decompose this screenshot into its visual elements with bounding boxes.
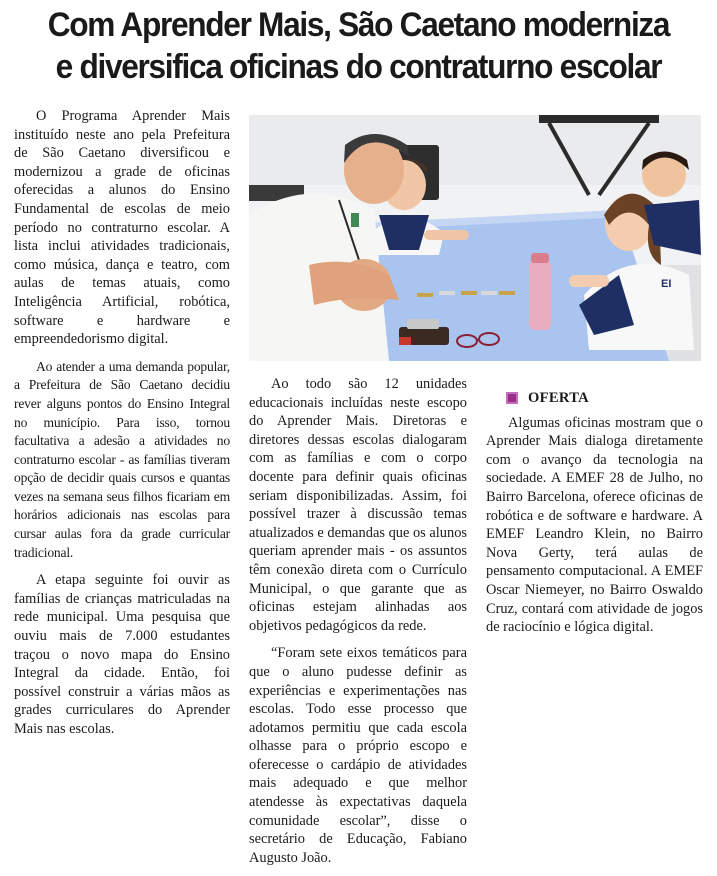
column-1 bbox=[14, 107, 230, 748]
article-paragraph: Ao todo são 12 unidades educacionais incluídas neste escopo do Aprender Mais. Diretoras e diretores dessas escolas dialogaram com as famílias e com o corpo docente para definir quais oficinas seriam disponibilizadas. Assim, foi possível trazer à discussão temas atualizados e demandas que os alunos queriam aprender mais - os assuntos têm conexão direta com o Currículo Municipal, o que garante que as oficinas estejam alinhadas aos objetivos pedagógicos da rede. bbox=[249, 376, 467, 634]
article-paragraph: Algumas oficinas mostram que o Aprender Mais dialoga diretamente com o avanço da tecnologia na sociedade. A EMEF 28 de Julho, no Bairro Barcelona, oferece oficinas de robótica e de software e hardware. A EMEF Leandro Klein, no Bairro Nova Gerty, terá aulas de pensamento computacional. A EMEF Oscar Niemeyer, no Bairro Oswaldo Cruz, contará com atividade de jogos de raciocínio e lógica digital. bbox=[486, 414, 703, 636]
article-photo bbox=[249, 115, 701, 361]
headline-line-2: e diversifica oficinas do contraturno escolar bbox=[55, 48, 662, 86]
section-heading bbox=[506, 389, 703, 408]
photo-classroom-workshop-icon bbox=[249, 115, 701, 361]
headline-line-1: Com Aprender Mais, São Caetano moderniza bbox=[47, 6, 670, 44]
section-title: OFERTA bbox=[528, 390, 590, 406]
article-paragraph: “Foram sete eixos temáticos para que o aluno pudesse definir as experiências e experimentações nas escolas. Todo esse processo que adotamos permitiu que cada escola olhasse para o próprio escopo e oferecesse o cardápio de atividades mais adequado e que melhor atendesse às expectativas daquela comunidade escolar”, disse o secretário de Educação, Fabiano Augusto João. bbox=[249, 645, 467, 866]
article-paragraph: Ao atender a uma demanda popular, a Prefeitura de São Caetano decidiu rever alguns pontos do Ensino Integral no município. Para isso, tornou facultativa a adesão a atividades no contraturno escolar - as famílias tiveram opção de decidir quais cursos e quantas vezes na semana seus filhos ficariam em horários adicionais nas escolas para cursar aulas fora da grade curricular tradicional. bbox=[14, 358, 230, 560]
article-paragraph: A etapa seguinte foi ouvir as famílias de crianças matriculadas na rede municipal. Uma pesquisa que ouviu mais de 7.000 estudantes traçou o novo mapa do Ensino Integral da cidade. Então, foi possível construir a várias mãos as grades curriculares do Aprender Mais nas escolas. bbox=[14, 572, 230, 737]
square-bullet-icon bbox=[506, 392, 518, 404]
article-paragraph: O Programa Aprender Mais instituído neste ano pela Prefeitura de São Caetano diversificou e modernizou a grade de oficinas oferecidas a alunos do Ensino Fundamental de escolas de meio período no contraturno escolar. A lista inclui atividades tradicionais, como música, dança e teatro, com aulas de temas atuais, como Inteligência Artificial, robótica, software e hardware e empreendedorismo digital. bbox=[14, 108, 230, 348]
headline bbox=[25, 4, 692, 88]
shirt-text: EI bbox=[661, 278, 672, 290]
column-2 bbox=[249, 375, 467, 876]
column-3 bbox=[486, 375, 703, 646]
